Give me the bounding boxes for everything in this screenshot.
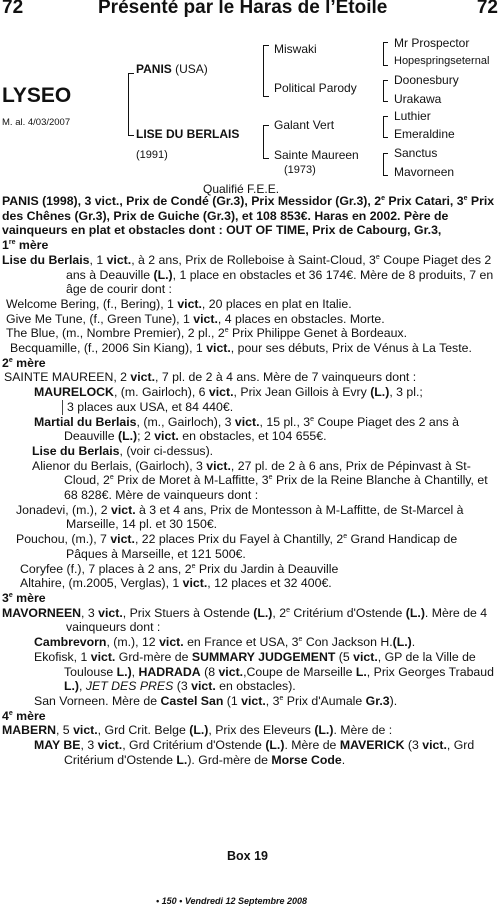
text-run: , 22 places Prix du Fayel à Chantilly, 2 [134,532,344,547]
text-run: ; 2 [137,429,155,444]
text-run: , GP de la Ville de Toulouse [64,649,476,679]
text-run: , Grd Critérium d'Ostende [64,738,475,767]
text-run: mère [12,355,46,370]
text-run: à 3 et 4 ans, Prix de Montesson à M-Laffitte, de St-Marcel à Marseille, 14 pl. et 30 150€. [66,502,464,532]
text-run: (3 [404,738,423,753]
text-run: en obstacles). [215,679,296,694]
produce-jonadevi [2,503,498,532]
gen3-sds: Doonesbury [394,73,459,87]
produce-lise [2,444,498,459]
text-run: , Grd Critérium d'Ostende [122,738,266,753]
produce-san-vorneen [2,694,498,709]
text-run: SUMMARY JUDGEMENT [191,649,336,664]
text-run: e [463,194,468,202]
text-run: vict. [110,532,135,547]
text-run: Becquamille, (f., 2006 Sin Kiang), 1 [10,341,207,356]
text-run: . Mère de [284,738,340,753]
text-run: Prix du Jardin à Deauville [195,561,339,576]
text-run: mère [12,590,46,605]
section-2e-mere [2,356,498,371]
text-run: e [8,709,13,717]
text-run: vict. [422,738,447,753]
text-run: (L.) [392,635,412,650]
text-run: vict. [208,385,234,400]
bracket-ds [383,116,388,138]
sire: PANIS (USA) [136,62,208,76]
text-run: Prix Philippe Genet à Bordeaux. [228,326,408,341]
text-run: Welcome Bering, (f., Bering), 1 [6,296,178,311]
text-run: Prix des Chênes (Gr.3), Prix de Guiche (Gr.3), et 108 853€. Haras en 2002. Père de vainqueurs en plat et obstacles dont : OUT OF TIME, Prix de Cabourg, Gr.3, [2,194,495,238]
text-run: (1 [223,693,242,708]
text-run: vict. [234,414,260,429]
bracket-sd [383,80,388,102]
horse-name: LYSEO [2,84,72,107]
produce-pouchou [2,532,498,561]
page-title: Présenté par le Haras de l’Etoile [98,0,388,18]
text-run: , 1 [89,252,107,267]
text-run: vict. [111,502,136,517]
text-run: , Prix Georges Trabaud [366,664,494,679]
text-run: Critérium d'Ostende [290,605,406,620]
text-run: , (m. Gairloch), 6 [113,385,209,400]
produce-becquamille [2,341,498,356]
dam-dam: Sainte Maureen [274,148,359,162]
text-run: Grand Handicap de Pâques à Marseille, et 121 500€. [66,532,458,561]
text-run: (5 [335,649,354,664]
text-run: . [341,752,346,767]
text-run: vict. [73,723,98,738]
text-run: Give Me Tune, (f., Green Tune), 1 [6,311,194,326]
text-run: e [8,591,13,599]
text-run: vict. [159,635,184,650]
text-run: , 3 [81,605,99,620]
text-run: vict. [98,605,123,620]
page-footer: • 150 • Vendredi 12 Septembre 2008 [156,896,308,906]
text-run: L. [355,664,367,679]
text-run: , [79,679,86,694]
text-run: JET DES PRES [85,679,174,694]
produce-give-me-tune [2,312,498,327]
text-run: Prix Catari, 3 [384,194,464,208]
text-run: vict. [90,649,116,664]
gen3-dss: Luthier [394,109,431,123]
text-run: MAY BE [34,738,81,753]
text-run: 4 [2,708,9,723]
text-run: vict. [97,738,123,753]
text-run: 1 [2,238,9,253]
text-run: Altahire, (m.2005, Verglas), 1 [20,576,183,591]
text-run: (L.) [405,605,425,620]
horse-info: M. al. 4/03/2007 [2,117,71,128]
text-run: vict. [182,576,208,591]
text-run: vict. [241,693,266,708]
text-run: , pour ses débuts, Prix de Vénus à La Teste. [230,341,472,356]
text-run: San Vorneen. Mère de [34,693,161,708]
text-run: HADRADA [138,664,201,679]
text-run: Gr.3 [365,693,390,708]
text-run: (L.) [118,429,138,444]
text-run: , 27 pl. de 2 à 6 ans, Prix de Pépinvast à St-Cloud, 2 [64,458,471,488]
text-run: e [109,474,114,482]
produce-may-be [2,738,498,767]
text-run: Con Jackson H. [302,635,393,650]
text-run: MAVERICK [339,738,405,753]
section-1re-mere [2,238,498,253]
text-run: vict. [191,679,216,694]
produce-martial [2,415,498,444]
text-run: mère [12,708,46,723]
gen3-dsd: Emeraldine [394,127,455,141]
text-run: , 3 [80,738,98,753]
text-run: L. [176,752,188,767]
text-run: Martial du Berlais [34,414,137,429]
text-run: , 12 places et 32 400€. [207,576,332,591]
section-4e-mere [2,709,498,724]
text-run: mère [15,238,49,253]
text-run: Lise du Berlais [2,252,90,267]
gen3-dds: Sanctus [394,146,438,160]
text-run: Prix de la Reine Blanche à Chantilly, et 68 828€. Mère de vainqueurs dont : [64,473,488,503]
text-run: Coupe Piaget des 2 ans à Deauville [64,414,459,444]
text-run: , 2 [272,605,287,620]
bracket-dd [383,153,388,176]
text-run: (L.) [314,723,334,738]
dam-dam-year: (1973) [284,164,316,176]
text-run: vict. [193,311,218,326]
text-run: Grd-mère de [115,649,192,664]
text-run: vict. [154,429,179,444]
text-run: Ekofisk, 1 [34,649,91,664]
text-run: , 20 places en plat en Italie. [201,296,352,311]
text-run: , 4 places en obstacles. Morte. [217,311,385,326]
text-run: , Grd Crit. Belge [97,723,190,738]
text-run: Pouchou, (m.), 7 [16,532,111,547]
text-run: (3 [173,679,192,694]
sire-summary [2,194,498,238]
sire-dam: Political Parody [274,81,357,95]
text-run: 3 places aux USA, et 84 440€. [67,399,234,414]
text-run: MABERN [2,723,56,738]
text-run: vict. [130,370,156,385]
bracket-sire-dam [128,73,134,136]
text-run: L.) [116,664,132,679]
text-run: MAVORNEEN [2,605,82,620]
catalogue-text [2,194,498,767]
dam-2-main [2,370,498,385]
text-run: MAURELOCK [34,385,114,400]
text-run: e [286,606,290,614]
text-run: e [381,194,385,202]
text-run: vict. [353,649,378,664]
text-run: 3 [2,590,9,605]
text-run: SAINTE MAUREEN, 2 [4,370,131,385]
text-run: (L.) [153,267,173,282]
text-run: Lise du Berlais [32,443,120,458]
text-run: PANIS (1998), 3 vict., Prix de Condé (Gr.3), Prix Messidor (Gr.3), 2 [2,194,382,208]
text-run: en obstacles, et 104 655€. [178,429,327,444]
text-run: Morse Code [271,752,342,767]
dam-3-main [2,606,498,635]
text-run: (L.) [189,723,209,738]
produce-alienor [2,459,498,503]
text-run: ). Grd-mère de [187,752,272,767]
text-run: Cambrevorn [34,635,107,650]
text-run: en France et USA, 3 [183,635,299,650]
text-run: (L.) [370,385,390,400]
text-run: vict. [206,341,231,356]
text-run: e [375,253,380,261]
produce-maurelock-cont [62,400,498,415]
text-run: , 1 place en obstacles et 36 174€. Mère de 8 produits, 7 en âge de courir dont : [66,267,494,297]
text-run: Coryfee (f.), 7 places à 2 ans, 2 [20,561,192,576]
text-run: , (m.), 12 [106,635,160,650]
text-run: , Prix Jean Gillois à Evry [233,385,371,400]
text-run: e [191,562,196,570]
produce-ekofisk [2,650,498,694]
text-run: (L.) [265,738,285,753]
text-run: vict. [206,458,231,473]
produce-maurelock [2,385,498,400]
produce-coryfee [2,562,498,577]
text-run: Prix de Moret à M-Laffitte, 3 [113,473,269,488]
bracket-dam-parents [263,125,269,159]
text-run: vict. [218,664,244,679]
page-number-right: 72 [476,0,498,18]
text-run: e [224,327,229,335]
bracket-ss [383,42,388,66]
text-run: 2 [2,355,9,370]
text-run: , Prix Stuers à Ostende [122,605,254,620]
text-run: , (m., Gairloch), 3 [136,414,235,429]
qualified-note: Qualifié F.E.E. [203,182,280,196]
text-run: e [298,636,303,643]
text-run: e [343,533,348,541]
produce-the-blue [2,326,498,341]
text-run: , [131,664,139,679]
text-run: The Blue, (m., Nombre Premier), 2 pl., 2 [6,326,225,341]
text-run: , 15 pl., 3 [259,414,311,429]
text-run: vict. [106,252,132,267]
dam-4-main [2,723,498,738]
gen3-sdd: Urakawa [394,92,442,106]
gen3-ssd: Hopespringseternal [394,55,490,67]
text-run: e [310,415,315,423]
text-run: ,Coupe de Marseille [243,664,356,679]
text-run: , 3 [265,693,280,708]
page-number-left: 72 [2,0,24,18]
text-run: . Mère de : [333,723,393,738]
text-run: Jonadevi, (m.), 2 [16,502,111,517]
text-run: L.) [64,679,80,694]
dam-1-main [2,253,498,297]
produce-cambrevorn [2,635,498,650]
bracket-sire-parents [263,45,269,97]
text-run: Coupe Piaget des 2 ans à Deauville [66,252,492,282]
text-run: e [279,694,284,702]
text-run: vict. [177,296,202,311]
section-3e-mere [2,591,498,606]
text-run: , à 2 ans, Prix de Rolleboise à Saint-Cloud, 3 [131,252,376,267]
text-run: Alienor du Berlais, (Gairloch), 3 [32,458,207,473]
text-run: , Prix des Eleveurs [208,723,315,738]
dam: LISE DU BERLAIS [136,127,240,141]
sire-sire: Miswaki [274,42,317,56]
gen3-ddd: Mavorneen [394,165,455,179]
text-run: (8 [200,664,219,679]
text-run: . [411,635,416,650]
text-run: e [268,474,273,482]
produce-welcome-bering [2,297,498,312]
produce-altahire [2,576,498,591]
gen3-sss: Mr Prospector [394,36,470,50]
box-number: Box 19 [227,849,268,863]
dam-year: (1991) [136,149,168,161]
text-run: Castel San [160,693,224,708]
text-run: e [8,356,13,364]
text-run: (L.) [253,605,273,620]
text-run: ). [389,693,398,708]
dam-sire: Galant Vert [274,118,335,132]
text-run: , 7 pl. de 2 à 4 ans. Mère de 7 vainqueurs dont : [155,370,417,385]
text-run: re [8,239,16,247]
text-run: Prix d'Aumale [283,693,366,708]
text-run: , (voir ci-dessus). [119,443,214,458]
text-run: . Mère de 4 vainqueurs dont : [66,605,488,635]
text-run: , 5 [55,723,74,738]
text-run: , 3 pl.; [389,385,423,400]
